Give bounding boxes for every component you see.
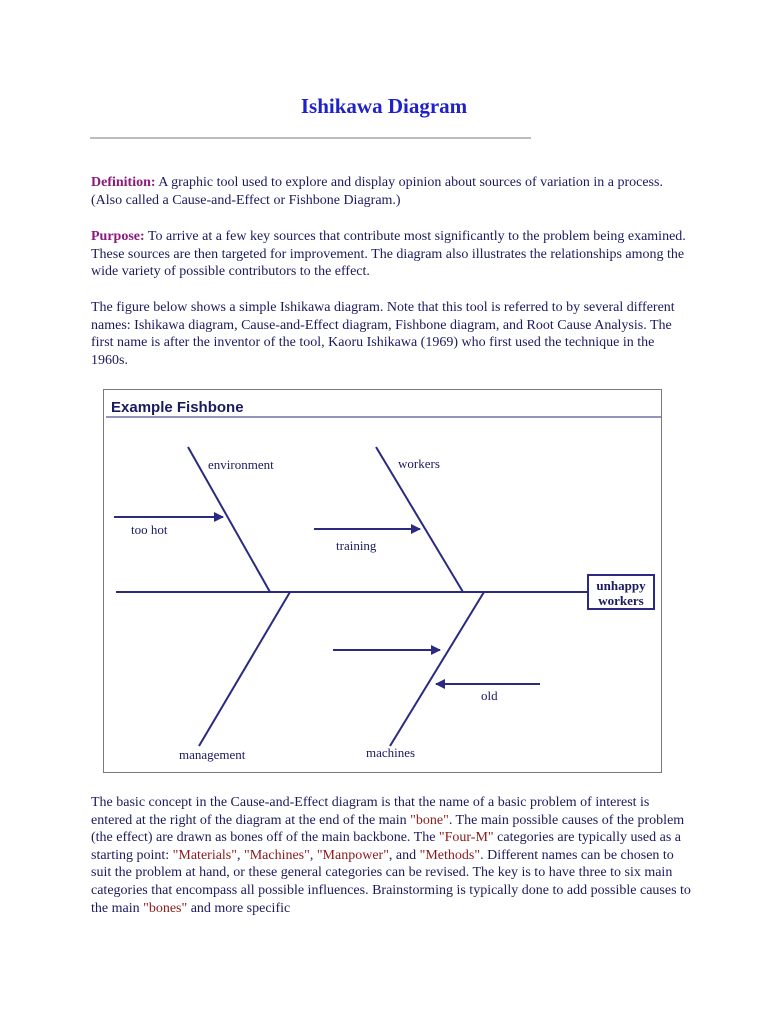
fishbone-title: Example Fishbone (111, 399, 244, 416)
quote-bones: "bones" (143, 900, 188, 916)
fishbone-diagram (104, 390, 663, 774)
effect-line-2: workers (598, 593, 644, 608)
title-divider (90, 137, 531, 139)
page-title: Ishikawa Diagram (300, 94, 468, 118)
quote-machines: "Machines" (243, 847, 310, 863)
label-too-hot: too hot (131, 522, 168, 537)
fishbone-figure (103, 389, 662, 773)
quote-materials: "Materials" (172, 847, 237, 863)
label-machines: machines (366, 745, 416, 760)
concept-text-1: The basic concept in the Cause-and-Effect diagram is that the name of a basic problem of interest is entered at the right of the diagram at the end of the main (91, 795, 650, 828)
quote-four-m: "Four-M" (438, 830, 494, 846)
quote-bone: "bone" (410, 812, 449, 828)
definition-label: Definition: (91, 175, 156, 190)
label-training: training (336, 538, 377, 553)
quote-manpower: "Manpower" (316, 847, 389, 863)
concept-comma-1: , (236, 847, 244, 863)
effect-line-1: unhappy (596, 578, 646, 593)
definition-text: A graphic tool used to explore and display opinion about sources of variation in a process. (Also called a Cause-and-Effect or Fishbone Diagram.) (91, 175, 663, 208)
concept-and: , and (388, 847, 420, 863)
effect-box (587, 574, 655, 610)
concept-text-4: . Different names can be chosen to suit the problem at hand, or these general categories can be revised. The key is to have three to six main categories that encompass all possible influences. Brainstorming is typically done to add possible causes to the main (91, 847, 691, 916)
definition-paragraph (91, 174, 691, 209)
quote-methods: "Methods" (419, 847, 481, 863)
concept-text-2: . The main possible causes of the problem (the effect) are drawn as bones off of the main backbone. The (91, 812, 685, 846)
figure-intro-paragraph: The figure below shows a simple Ishikawa diagram. Note that this tool is referred to by several different names: Ishikawa diagram, Cause-and-Effect diagram, Fishbone diagram, and Root Cause Analysis. The first name is after the inventor of the tool, Kaoru Ishikawa (1969) who first used the technique in the 1960s. (91, 300, 675, 368)
concept-text-3: categories are typically used as a starting point: (91, 830, 681, 863)
bone-management (199, 592, 290, 746)
concept-comma-2: , (309, 847, 317, 863)
purpose-text: To arrive at a few key sources that contribute most significantly to the problem being examined. These sources are then targeted for improvement. The diagram also illustrates the relationships among the wide variety of possible contributors to the effect. (91, 229, 686, 280)
purpose-paragraph (91, 228, 691, 281)
label-workers: workers (398, 456, 440, 471)
label-management: management (179, 747, 246, 762)
label-environment: environment (208, 457, 274, 472)
concept-text-5: and more specific (187, 900, 291, 916)
concept-paragraph (91, 794, 691, 917)
purpose-label: Purpose: (91, 229, 145, 244)
label-old: old (481, 688, 498, 703)
bone-machines (390, 592, 484, 746)
